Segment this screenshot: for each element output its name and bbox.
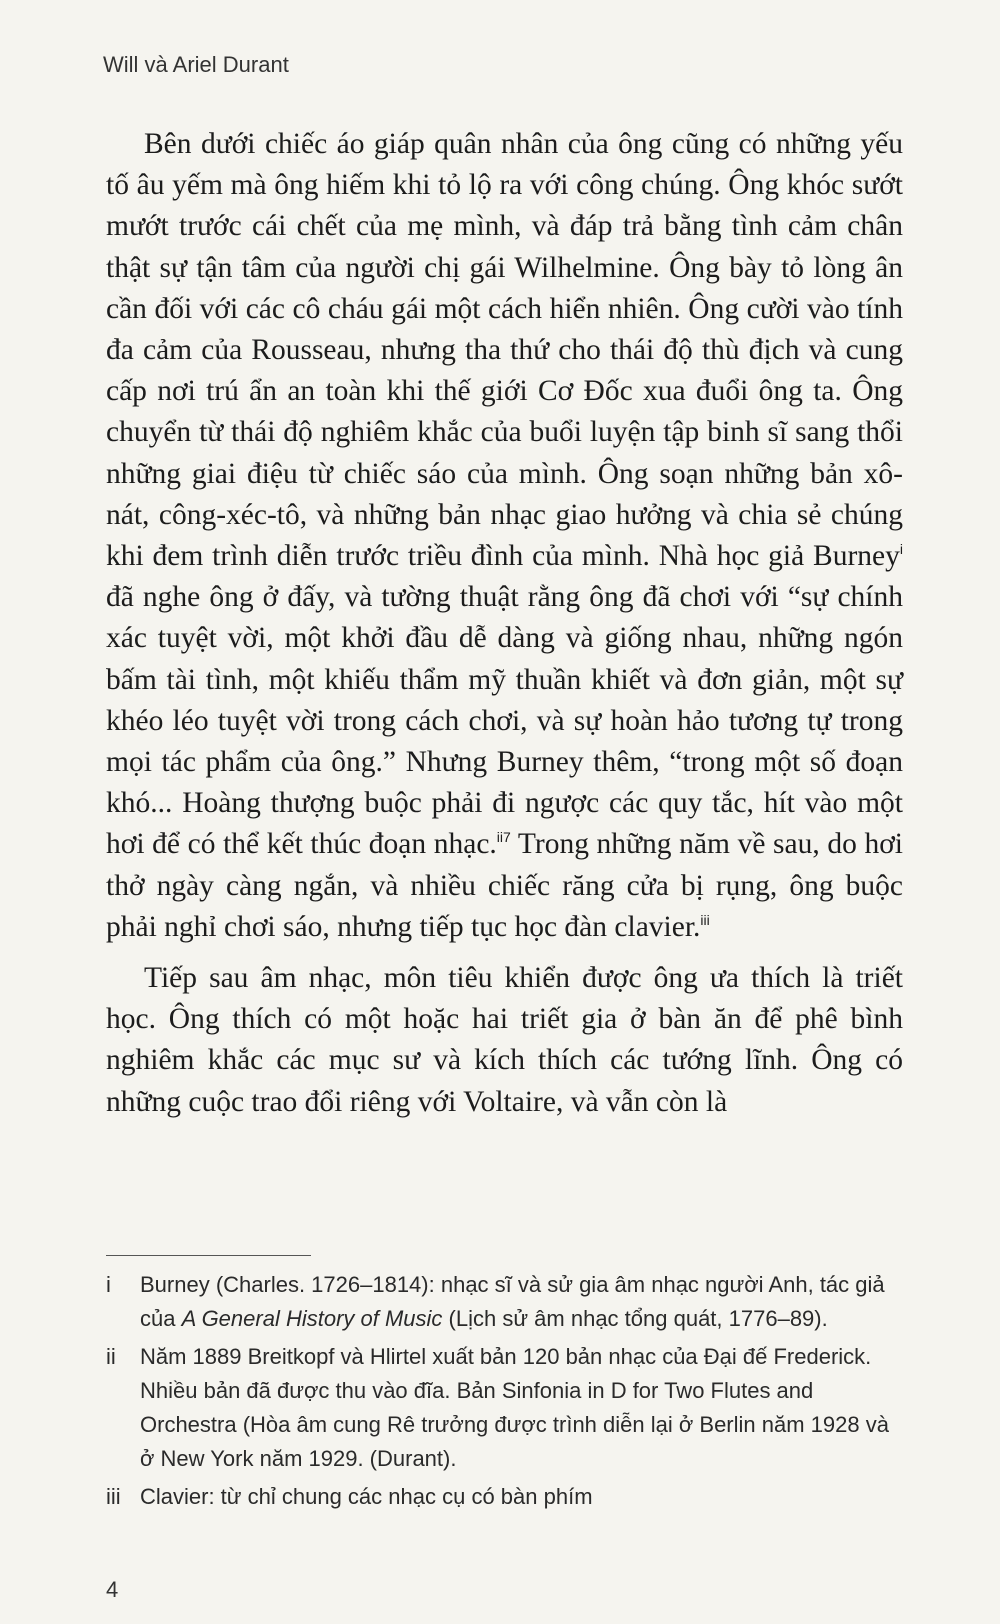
footnote-mark: iii [106,1484,121,1509]
footnote-ref-iii: iii [700,912,710,929]
footnote-mark: i [106,1272,111,1297]
footnote-ref-ii7: ii7 [496,829,511,846]
paragraph-1: Bên dưới chiếc áo giáp quân nhân của ông cũng có những yếu tố âu yếm mà ông hiếm khi tỏ lộ ra với công chúng. Ông khóc sướt mướt trước cái chết của mẹ mình, và đáp trả bằng tình cảm chân thật sự tận tâm của người chị gái Wilhelmine. Ông bày tỏ lòng ân cần đối với các cô cháu gái một cách hiển nhiên. Ông cười vào tính đa cảm của Rousseau, nhưng tha thứ cho thái độ thù địch và cung cấp nơi trú ẩn an toàn khi thế giới Cơ Đốc xua đuổi ông ta. Ông chuyển từ thái độ nghiêm khắc của buổi luyện tập binh sĩ sang thổi những giai điệu từ chiếc sáo của mình. Ông soạn những bản xô-nát, công-xéc-tô, và những bản nhạc giao hưởng và chia sẻ chúng khi đem trình diễn trước triều đình của mình. Nhà học giả Burney$^i$ đã nghe ông ở đấy, và tường thuật rằng ông đã chơi với “sự chính xác tuyệt vời, một khởi đầu dễ dàng và giống nhau, những ngón bấm tài tình, một khiếu thẩm mỹ thuần khiết và đơn giản, một sự khéo léo tuyệt vời trong cách chơi, và sự hoàn hảo tương tự trong mọi tác phẩm của ông.” Nhưng Burney thêm, “trong một số đoạn khó... Hoàng thượng buộc phải đi ngược các quy tắc, hít vào một hơi để có thể kết thúc đoạn nhạc.$^{ii7}$ Trong những năm về sau, do hơi thở ngày càng ngắn, và nhiều chiếc răng cửa bị rụng, ông buộc phải nghỉ chơi sáo, nhưng tiếp tục học đàn clavier.$^{iii}$ [106,128,903,943]
footnote-mark: ii [106,1344,116,1369]
footnote-iii [106,1480,906,1514]
footnote-text: Năm 1889 Breitkopf và Hlirtel xuất bản 120 bản nhạc của Đại đế Frederick. Nhiều bản đã được thu vào đĩa. Bản Sinfonia in D for Two Flutes and Orchestra (Hòa âm cung Rê trưởng được trình diễn lại ở Berlin năm 1928 và ở New York năm 1929. (Durant). [140,1344,889,1471]
paragraph-2: Tiếp sau âm nhạc, môn tiêu khiển được ông ưa thích là triết học. Ông thích có một hoặc hai triết gia ở bàn ăn để phê bình nghiêm khắc các mục sư và kích thích các tướng lĩnh. Ông có những cuộc trao đổi riêng với Voltaire, và vẫn còn là [106,962,903,1118]
footnote-ii [106,1340,906,1476]
footnote-text: Clavier: từ chỉ chung các nhạc cụ có bàn phím [140,1484,593,1509]
main-text [106,124,903,1123]
running-header: Will và Ariel Durant [103,52,289,77]
footnote-divider [106,1255,311,1256]
footnote-ref-i: i [899,541,903,558]
footnotes [106,1268,906,1518]
footnote-text: Burney (Charles. 1726–1814): nhạc sĩ và sử gia âm nhạc người Anh, tác giả của A General History of Music (Lịch sử âm nhạc tổng quát, 1776–89). [140,1272,885,1331]
footnote-i [106,1268,906,1336]
book-title: A General History of Music [181,1306,443,1331]
page-number: 4 [106,1577,119,1602]
